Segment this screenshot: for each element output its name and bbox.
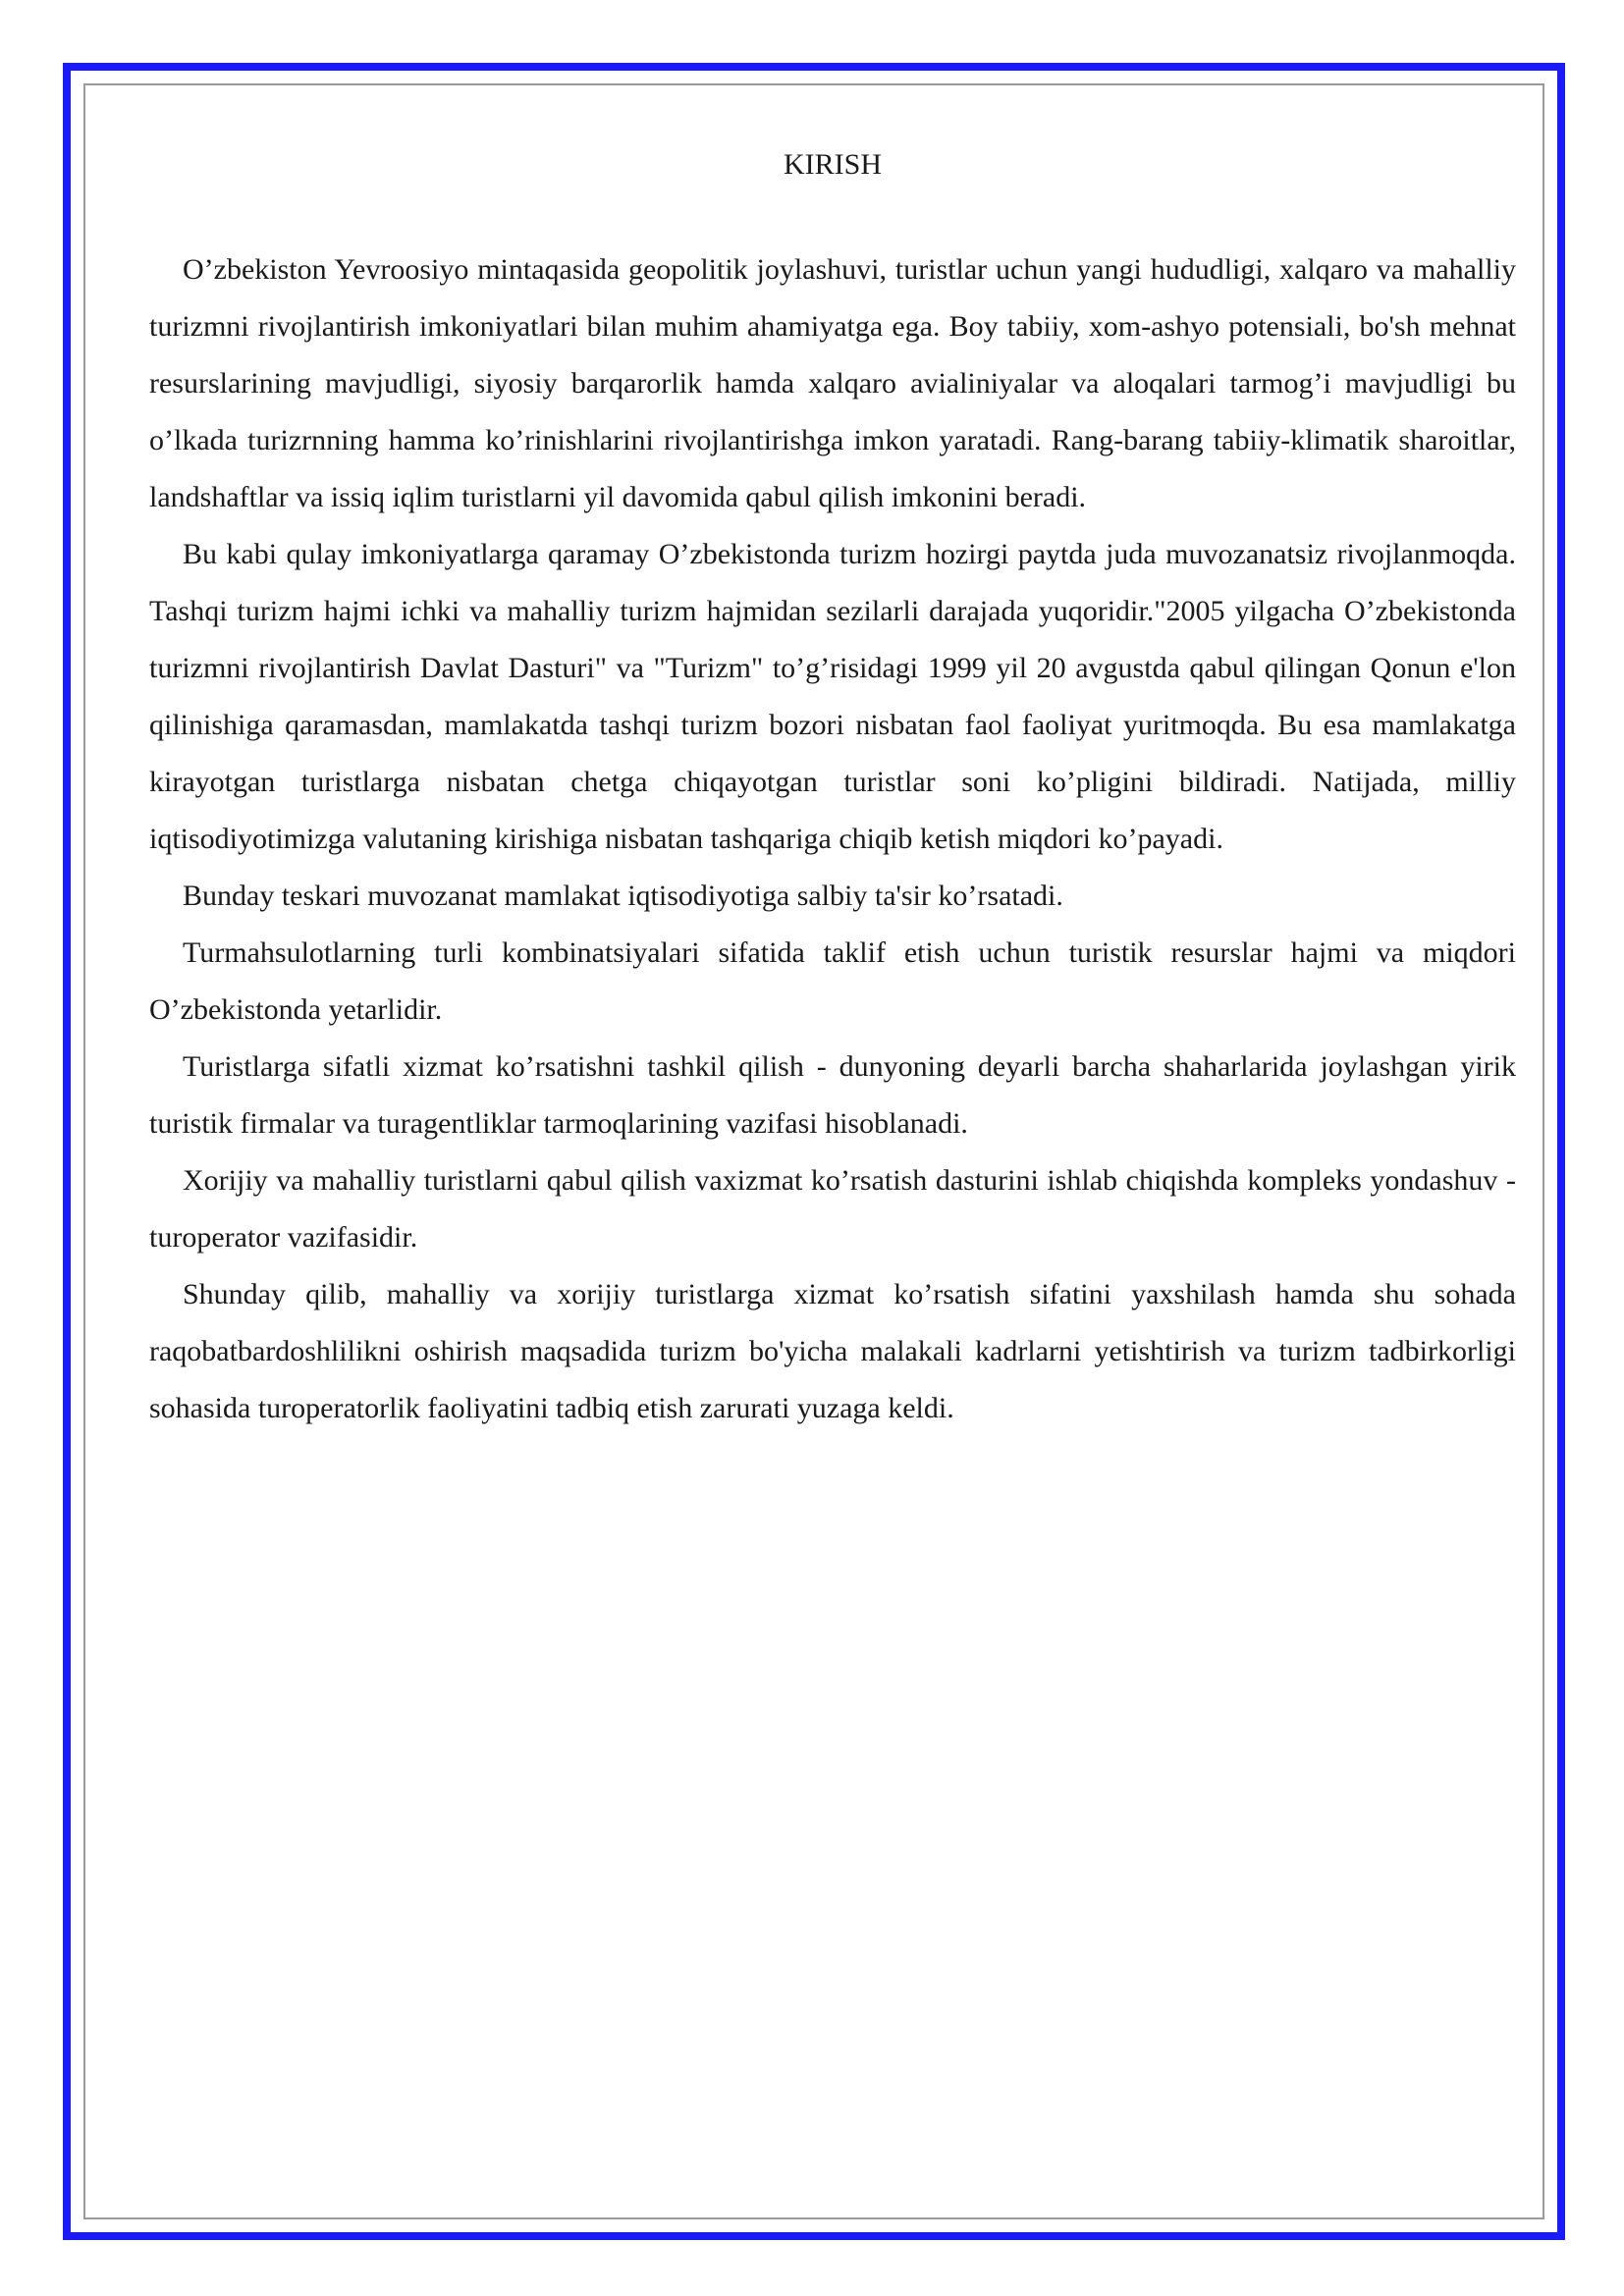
paragraph-1: O’zbekiston Yevroosiyo mintaqasida geopolitik joylashuvi, turistlar uchun yangi hududligi, xalqaro va mahalliy turizmni rivojlantirish imkoniyatlari bilan muhim ahamiyatga ega. Boy tabiiy, xom-ashyo potensiali, bo'sh mehnat resurslarining mavjudligi, siyosiy barqarorlik hamda xalqaro avialiniyalar va aloqalari tarmog’i mavjudligi bu o’lkada turizrnning hamma ko’rinishlarini rivojlantirishga imkon yaratadi. Rang-barang tabiiy-klimatik sharoitlar, landshaftlar va issiq iqlim turistlarni yil davomida qabul qilish imkonini beradi. xyxy=(149,253,1516,513)
paragraph-7: Shunday qilib, mahalliy va xorijiy turistlarga xizmat ko’rsatish sifatini yaxshilash hamda shu sohada raqobatbardoshlilikni oshirish maqsadida turizm bo'yicha malakali kadrlarni yetishtirish va turizm tadbirkorligi sohasida turoperatorlik faoliyatini tadbiq etish zarurati yuzaga keldi. xyxy=(149,1278,1516,1424)
paragraph-3: Bunday teskari muvozanat mamlakat iqtisodiyotiga salbiy ta'sir ko’rsatadi. xyxy=(183,880,1063,912)
paragraph-5: Turistlarga sifatli xizmat ko’rsatishni tashkil qilish - dunyoning deyarli barcha shaharlarida joylashgan yirik turistik firmalar va turagentliklar tarmoqlarining vazifasi hisoblanadi. xyxy=(149,1050,1516,1140)
paragraph-6: Xorijiy va mahalliy turistlarni qabul qilish vaxizmat ko’rsatish dasturini ishlab chiqishda kompleks yondashuv - turoperator vazifasidir. xyxy=(149,1164,1516,1254)
document-body xyxy=(149,147,1516,1437)
document-title: KIRISH xyxy=(783,148,882,181)
paragraph-2: Bu kabi qulay imkoniyatlarga qaramay O’zbekistonda turizm hozirgi paytda juda muvozanatsiz rivojlanmoqda. Tashqi turizm hajmi ichki va mahalliy turizm hajmidan sezilarli darajada yuqoridir."2005 yilgacha O’zbekistonda turizmni rivojlantirish Davlat Dasturi" va "Turizm" to’g’risidagi 1999 yil 20 avgustda qabul qilingan Qonun e'lon qilinishiga qaramasdan, mamlakatda tashqi turizm bozori nisbatan faol faoliyat yuritmoqda. Bu esa mamlakatga kirayotgan turistlarga nisbatan chetga chiqayotgan turistlar soni ko’pligini bildiradi. Natijada, milliy iqtisodiyotimizga valutaning kirishiga nisbatan tashqariga chiqib ketish miqdori ko’payadi. xyxy=(149,538,1516,855)
paragraph-4: Turmahsulotlarning turli kombinatsiyalari sifatida taklif etish uchun turistik resurslar hajmi va miqdori O’zbekistonda yetarlidir. xyxy=(149,936,1516,1026)
